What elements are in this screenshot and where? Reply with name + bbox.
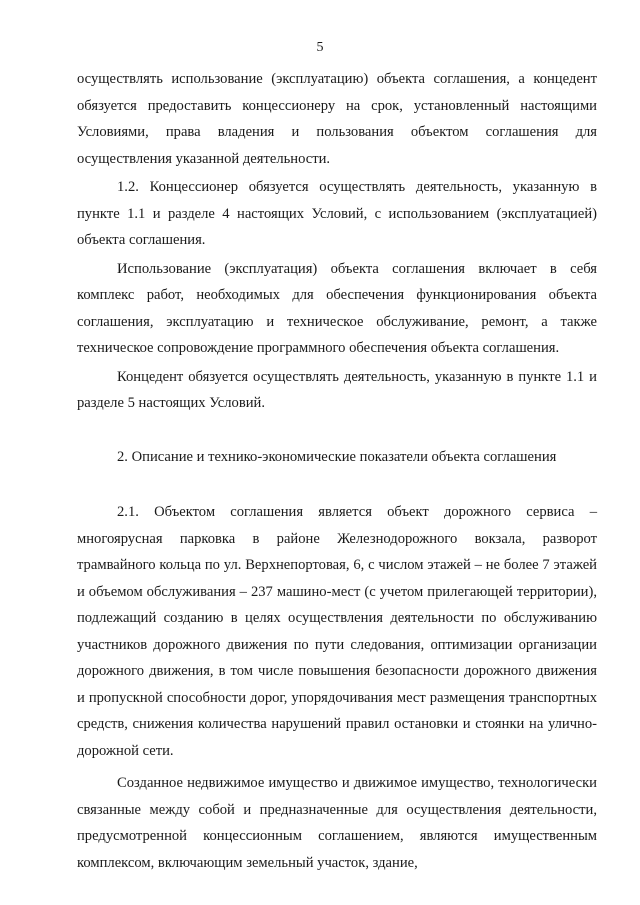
document-body (77, 66, 597, 876)
page-number: 5 (316, 40, 324, 55)
paragraph-concedent: Концедент обязуется осуществлять деятельность, указанную в пункте 1.1 и разделе 5 настоящих Условий. (77, 368, 597, 411)
section-heading-2: 2. Описание и технико-экономические показатели объекта соглашения (117, 448, 557, 465)
paragraph-usage: Использование (эксплуатация) объекта соглашения включает в себя комплекс работ, необходимых для обеспечения функционирования объекта соглашения, эксплуатацию и техническое обслуживание, ремонт, а также техническое сопровождение программного обеспечения объекта соглашения. (77, 260, 597, 356)
paragraph-1-2: 1.2. Концессионер обязуется осуществлять деятельность, указанную в пункте 1.1 и разделе 4 настоящих Условий, с использованием (эксплуатацией) объекта соглашения. (77, 179, 597, 248)
paragraph-2-1: 2.1. Объектом соглашения является объект дорожного сервиса – многоярусная парковка в районе Железнодорожного вокзала, разворот трамвайного кольца по ул. Верхнепортовая, 6, с числом этажей – не более 7 этажей и объемом обслуживания – 237 машино-мест (с учетом прилегающей территории), подлежащий созданию в целях осуществления деятельности по обслуживанию участников дорожного движения по пути следования, оптимизации организации дорожного движения, в том числе повышения безопасности дорожного движения и пропускной способности дорог, упорядочивания мест размещения транспортных средств, снижения количества нарушений правил остановки и стоянки на улично-дорожной сети. (77, 504, 597, 759)
paragraph-property: Созданное недвижимое имущество и движимое имущество, технологически связанные между собой и предназначенные для осуществления деятельности, предусмотренной концессионным соглашением, являются имущественным комплексом, включающим земельный участок, здание, (77, 775, 597, 871)
paragraph-continuation: осуществлять использование (эксплуатацию) объекта соглашения, а концедент обязуется предоставить концессионеру на срок, установленный настоящими Условиями, права владения и пользования объектом соглашения для осуществления указанной деятельности. (77, 71, 597, 167)
